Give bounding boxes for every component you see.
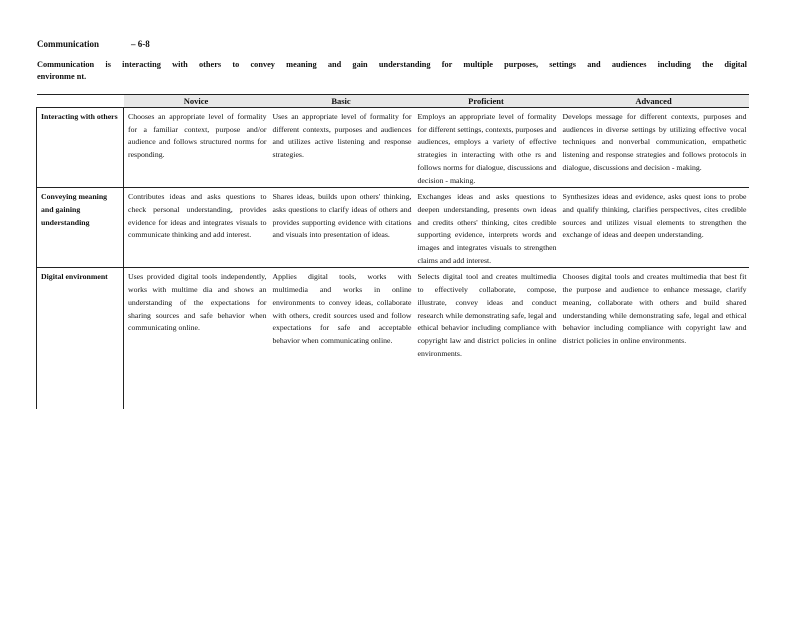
row-label: Conveying meaning and gaining understanding	[37, 188, 124, 268]
column-proficient: Proficient	[414, 95, 559, 108]
row-label: Digital environment	[37, 268, 124, 410]
cell-novice: Uses provided digital tools independently, works with multime dia and shows an understanding of the expectations for sharing sources and safe behavior when communicating online.	[124, 268, 269, 410]
definition-line-1: Communication is interacting with others to convey meaning and gain understanding for multiple purposes, settings and audiences including the digital	[37, 60, 747, 69]
cell-advanced: Develops message for different contexts, purposes and audiences in diverse settings by utilizing effective vocal techniques and nonverbal communication, empathetic listening and response strategies and follows protocols in dialogue, discussions and decision - making.	[559, 108, 749, 188]
row-label: Interacting with others	[37, 108, 124, 188]
cell-basic: Uses an appropriate level of formality for different contexts, purposes and audiences and utilizes active listening and response strategies.	[269, 108, 414, 188]
cell-advanced: Synthesizes ideas and evidence, asks quest ions to probe and qualify thinking, clarifies perspectives, cites credible sources and utilizes visual elements to strengthen the exchange of ideas and deepen understanding.	[559, 188, 749, 268]
column-novice: Novice	[124, 95, 269, 108]
rubric-table	[36, 94, 749, 409]
cell-novice: Chooses an appropriate level of formality for a familiar context, purpose and/or audience and follows structured norms for responding.	[124, 108, 269, 188]
cell-proficient: Employs an appropriate level of formality for different settings, contexts, purposes and audiences, employs a variety of effective strategies in interacting with othe rs and follows norms for dialogue, discussions and decision - making.	[414, 108, 559, 188]
table-row	[37, 108, 749, 188]
corner-cell	[37, 95, 124, 108]
table-row	[37, 268, 749, 410]
column-basic: Basic	[269, 95, 414, 108]
cell-novice: Contributes ideas and asks questions to check personal understanding, provides evidence for ideas and integrates visuals to communicate thinking and add interest.	[124, 188, 269, 268]
grade-band: – 6-8	[131, 39, 150, 49]
cell-basic: Shares ideas, builds upon others' thinking, asks questions to clarify ideas of others and provides supporting evidence with citations and visuals into presentation of ideas.	[269, 188, 414, 268]
table-row	[37, 188, 749, 268]
document-title	[37, 39, 150, 49]
cell-proficient: Selects digital tool and creates multimedia to effectively collaborate, compose, illustrate, convey ideas and conduct research while demonstrating safe, legal and ethical behavior including compliance with copyright law and district policies in online environments.	[414, 268, 559, 410]
cell-advanced: Chooses digital tools and creates multimedia that best fit the purpose and audience to enhance message, clarify meaning, collaborate with others and build shared understanding while demonstrating safe, legal and ethical behavior including compliance with copyright law and district policies in online environments.	[559, 268, 749, 410]
definition-line-2: environme nt.	[37, 72, 87, 81]
cell-proficient: Exchanges ideas and asks questions to deepen understanding, presents own ideas and credits others' thinking, cites credible supporting evidence, interprets words and images and integrates visuals to strengthen claims and add interest.	[414, 188, 559, 268]
cell-basic: Applies digital tools, works with multimedia and works in online environments to convey ideas, collaborate with others, credit sources used and follow expectations for safe and acceptable behavior when communicating online.	[269, 268, 414, 410]
column-advanced: Advanced	[559, 95, 749, 108]
subject-heading: Communication	[37, 39, 100, 49]
rubric-header-row	[37, 95, 749, 108]
